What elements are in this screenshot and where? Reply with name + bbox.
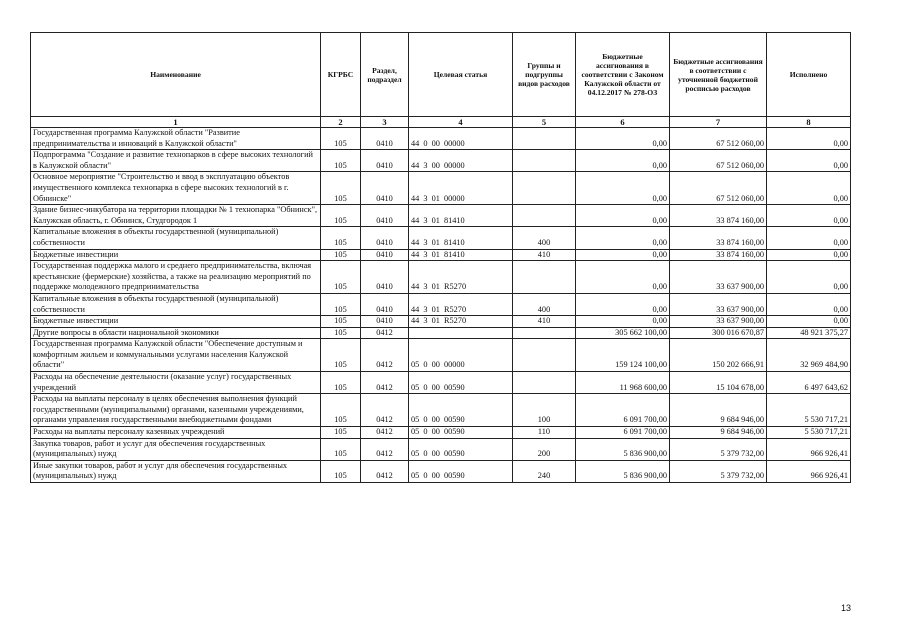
header-target: Целевая статья (409, 33, 513, 117)
table-row (31, 172, 851, 205)
row-group-cell: 400 (513, 293, 576, 315)
row-section-cell: 0412 (361, 394, 409, 427)
row-kgrbs-cell: 105 (321, 394, 361, 427)
row-section-cell: 0410 (361, 261, 409, 294)
row-refined-amount-cell: 33 637 900,00 (670, 293, 767, 315)
row-name-cell: Расходы на выплаты персоналу в целях обеспечения выполнения функций государственными (муниципальными) органами, казенными учреждениями, органами управления государственными внебюджетными фондами (31, 394, 321, 427)
row-section-cell: 0412 (361, 339, 409, 372)
row-kgrbs-cell: 105 (321, 150, 361, 172)
table-row (31, 339, 851, 372)
row-target-cell: 44 3 01 81410 (409, 227, 513, 249)
column-number: 4 (409, 117, 513, 128)
row-refined-amount-cell: 5 379 732,00 (670, 438, 767, 460)
header-groups: Группы и подгруппы видов расходов (513, 33, 576, 117)
row-law-amount-cell: 0,00 (576, 227, 670, 249)
row-name-cell: Подпрограмма "Создание и развитие технопарков в сфере высоких технологий в Калужской области" (31, 150, 321, 172)
page-number: 13 (841, 603, 852, 613)
row-name-cell: Расходы на выплаты персоналу казенных учреждений (31, 427, 321, 439)
table-row (31, 438, 851, 460)
column-number: 1 (31, 117, 321, 128)
row-law-amount-cell: 11 968 600,00 (576, 372, 670, 394)
row-section-cell: 0410 (361, 249, 409, 261)
row-kgrbs-cell: 105 (321, 227, 361, 249)
row-group-cell (513, 150, 576, 172)
row-name-cell: Бюджетные инвестиции (31, 316, 321, 328)
row-law-amount-cell: 0,00 (576, 316, 670, 328)
table-row (31, 227, 851, 249)
row-name-cell: Капитальные вложения в объекты государственной (муниципальной) собственности (31, 293, 321, 315)
row-kgrbs-cell: 105 (321, 316, 361, 328)
row-name-cell: Расходы на обеспечение деятельности (оказание услуг) государственных учреждений (31, 372, 321, 394)
row-section-cell: 0410 (361, 150, 409, 172)
row-group-cell (513, 327, 576, 339)
row-law-amount-cell: 0,00 (576, 293, 670, 315)
row-name-cell: Закупка товаров, работ и услуг для обеспечения государственных (муниципальных) нужд (31, 438, 321, 460)
column-number-row (31, 117, 851, 128)
row-law-amount-cell: 5 836 900,00 (576, 460, 670, 482)
column-number: 6 (576, 117, 670, 128)
row-refined-amount-cell: 67 512 060,00 (670, 150, 767, 172)
row-refined-amount-cell: 150 202 666,91 (670, 339, 767, 372)
row-section-cell: 0412 (361, 327, 409, 339)
row-law-amount-cell: 0,00 (576, 172, 670, 205)
row-section-cell: 0410 (361, 227, 409, 249)
row-section-cell: 0410 (361, 172, 409, 205)
table-row (31, 293, 851, 315)
row-target-cell: 44 3 01 00000 (409, 172, 513, 205)
row-name-cell: Здание бизнес-инкубатора на территории площадки № 1 технопарка "Обнинск", Калужская область, г. Обнинск, Студгородок 1 (31, 205, 321, 227)
row-executed-amount-cell: 5 530 717,21 (767, 394, 851, 427)
row-name-cell: Иные закупки товаров, работ и услуг для обеспечения государственных (муниципальных) нужд (31, 460, 321, 482)
row-law-amount-cell: 159 124 100,00 (576, 339, 670, 372)
table-row (31, 261, 851, 294)
table-row (31, 150, 851, 172)
row-executed-amount-cell: 6 497 643,62 (767, 372, 851, 394)
row-target-cell: 44 3 01 81410 (409, 249, 513, 261)
header-executed: Исполнено (767, 33, 851, 117)
table-row (31, 249, 851, 261)
row-group-cell: 410 (513, 249, 576, 261)
row-kgrbs-cell: 105 (321, 372, 361, 394)
row-refined-amount-cell: 5 379 732,00 (670, 460, 767, 482)
row-target-cell: 44 3 01 R5270 (409, 293, 513, 315)
row-refined-amount-cell: 67 512 060,00 (670, 128, 767, 150)
row-target-cell: 44 3 00 00000 (409, 150, 513, 172)
table-row (31, 128, 851, 150)
row-executed-amount-cell: 0,00 (767, 205, 851, 227)
row-group-cell: 110 (513, 427, 576, 439)
row-section-cell: 0410 (361, 316, 409, 328)
column-number: 5 (513, 117, 576, 128)
row-target-cell: 05 0 00 00590 (409, 394, 513, 427)
row-law-amount-cell: 0,00 (576, 150, 670, 172)
row-kgrbs-cell: 105 (321, 205, 361, 227)
table-row (31, 460, 851, 482)
row-name-cell: Капитальные вложения в объекты государственной (муниципальной) собственности (31, 227, 321, 249)
column-number: 8 (767, 117, 851, 128)
row-kgrbs-cell: 105 (321, 249, 361, 261)
row-target-cell: 44 3 01 R5270 (409, 261, 513, 294)
row-target-cell: 44 0 00 00000 (409, 128, 513, 150)
row-executed-amount-cell: 32 969 484,90 (767, 339, 851, 372)
header-row (31, 33, 851, 117)
column-number: 3 (361, 117, 409, 128)
row-kgrbs-cell: 105 (321, 293, 361, 315)
row-law-amount-cell: 5 836 900,00 (576, 438, 670, 460)
row-section-cell: 0412 (361, 438, 409, 460)
row-group-cell (513, 128, 576, 150)
row-name-cell: Другие вопросы в области национальной экономики (31, 327, 321, 339)
row-law-amount-cell: 305 662 100,00 (576, 327, 670, 339)
row-refined-amount-cell: 67 512 060,00 (670, 172, 767, 205)
row-refined-amount-cell: 9 684 946,00 (670, 427, 767, 439)
row-executed-amount-cell: 0,00 (767, 249, 851, 261)
row-executed-amount-cell: 0,00 (767, 227, 851, 249)
row-executed-amount-cell: 0,00 (767, 172, 851, 205)
row-target-cell: 44 3 01 81410 (409, 205, 513, 227)
row-law-amount-cell: 6 091 700,00 (576, 427, 670, 439)
row-section-cell: 0412 (361, 372, 409, 394)
header-refined: Бюджетные ассигнования в соответствии с уточненной бюджетной росписью расходов (670, 33, 767, 117)
row-kgrbs-cell: 105 (321, 327, 361, 339)
row-kgrbs-cell: 105 (321, 460, 361, 482)
row-refined-amount-cell: 33 637 900,00 (670, 316, 767, 328)
row-executed-amount-cell: 0,00 (767, 128, 851, 150)
row-target-cell: 05 0 00 00590 (409, 460, 513, 482)
row-kgrbs-cell: 105 (321, 128, 361, 150)
row-law-amount-cell: 0,00 (576, 249, 670, 261)
row-name-cell: Бюджетные инвестиции (31, 249, 321, 261)
row-refined-amount-cell: 33 874 160,00 (670, 227, 767, 249)
row-section-cell: 0410 (361, 293, 409, 315)
row-group-cell (513, 205, 576, 227)
row-executed-amount-cell: 966 926,41 (767, 438, 851, 460)
row-group-cell: 410 (513, 316, 576, 328)
row-kgrbs-cell: 105 (321, 172, 361, 205)
row-refined-amount-cell: 33 637 900,00 (670, 261, 767, 294)
row-executed-amount-cell: 0,00 (767, 316, 851, 328)
table-row (31, 316, 851, 328)
budget-table (30, 32, 851, 483)
row-name-cell: Основное мероприятие "Строительство и ввод в эксплуатацию объектов имущественного комплекса технопарка в сфере высоких технологий в г. Обнинске" (31, 172, 321, 205)
table-row (31, 205, 851, 227)
row-section-cell: 0410 (361, 128, 409, 150)
row-group-cell: 200 (513, 438, 576, 460)
row-target-cell: 44 3 01 R5270 (409, 316, 513, 328)
row-refined-amount-cell: 300 016 670,87 (670, 327, 767, 339)
row-group-cell: 240 (513, 460, 576, 482)
row-refined-amount-cell: 33 874 160,00 (670, 205, 767, 227)
row-group-cell (513, 372, 576, 394)
column-number: 2 (321, 117, 361, 128)
row-kgrbs-cell: 105 (321, 427, 361, 439)
row-section-cell: 0410 (361, 205, 409, 227)
row-kgrbs-cell: 105 (321, 438, 361, 460)
row-executed-amount-cell: 5 530 717,21 (767, 427, 851, 439)
row-refined-amount-cell: 15 104 678,00 (670, 372, 767, 394)
header-name: Наименование (31, 33, 321, 117)
header-section: Раздел, подраздел (361, 33, 409, 117)
row-refined-amount-cell: 9 684 946,00 (670, 394, 767, 427)
row-name-cell: Государственная программа Калужской области "Обеспечение доступным и комфортным жильем и коммунальными услугами населения Калужской области" (31, 339, 321, 372)
row-group-cell (513, 261, 576, 294)
row-executed-amount-cell: 966 926,41 (767, 460, 851, 482)
row-executed-amount-cell: 0,00 (767, 293, 851, 315)
row-law-amount-cell: 0,00 (576, 205, 670, 227)
row-group-cell (513, 172, 576, 205)
row-group-cell: 400 (513, 227, 576, 249)
row-target-cell: 05 0 00 00590 (409, 372, 513, 394)
row-law-amount-cell: 6 091 700,00 (576, 394, 670, 427)
header-law: Бюджетные ассигнования в соответствии с Законом Калужской области от 04.12.2017 № 278-ОЗ (576, 33, 670, 117)
row-kgrbs-cell: 105 (321, 261, 361, 294)
row-executed-amount-cell: 0,00 (767, 261, 851, 294)
row-kgrbs-cell: 105 (321, 339, 361, 372)
row-law-amount-cell: 0,00 (576, 261, 670, 294)
table-row (31, 394, 851, 427)
row-refined-amount-cell: 33 874 160,00 (670, 249, 767, 261)
row-target-cell: 05 0 00 00590 (409, 427, 513, 439)
table-row (31, 327, 851, 339)
row-executed-amount-cell: 0,00 (767, 150, 851, 172)
row-executed-amount-cell: 48 921 375,27 (767, 327, 851, 339)
column-number: 7 (670, 117, 767, 128)
table-row (31, 427, 851, 439)
table-row (31, 372, 851, 394)
row-group-cell: 100 (513, 394, 576, 427)
row-section-cell: 0412 (361, 427, 409, 439)
row-group-cell (513, 339, 576, 372)
header-kgrbs: КГРБС (321, 33, 361, 117)
row-name-cell: Государственная программа Калужской области "Развитие предпринимательства и инноваций в Калужской области" (31, 128, 321, 150)
row-target-cell (409, 327, 513, 339)
row-target-cell: 05 0 00 00000 (409, 339, 513, 372)
row-name-cell: Государственная поддержка малого и среднего предпринимательства, включая крестьянские (фермерские) хозяйства, а также на реализацию мероприятий по поддержке молодежного предпринимательства (31, 261, 321, 294)
row-law-amount-cell: 0,00 (576, 128, 670, 150)
row-target-cell: 05 0 00 00590 (409, 438, 513, 460)
row-section-cell: 0412 (361, 460, 409, 482)
